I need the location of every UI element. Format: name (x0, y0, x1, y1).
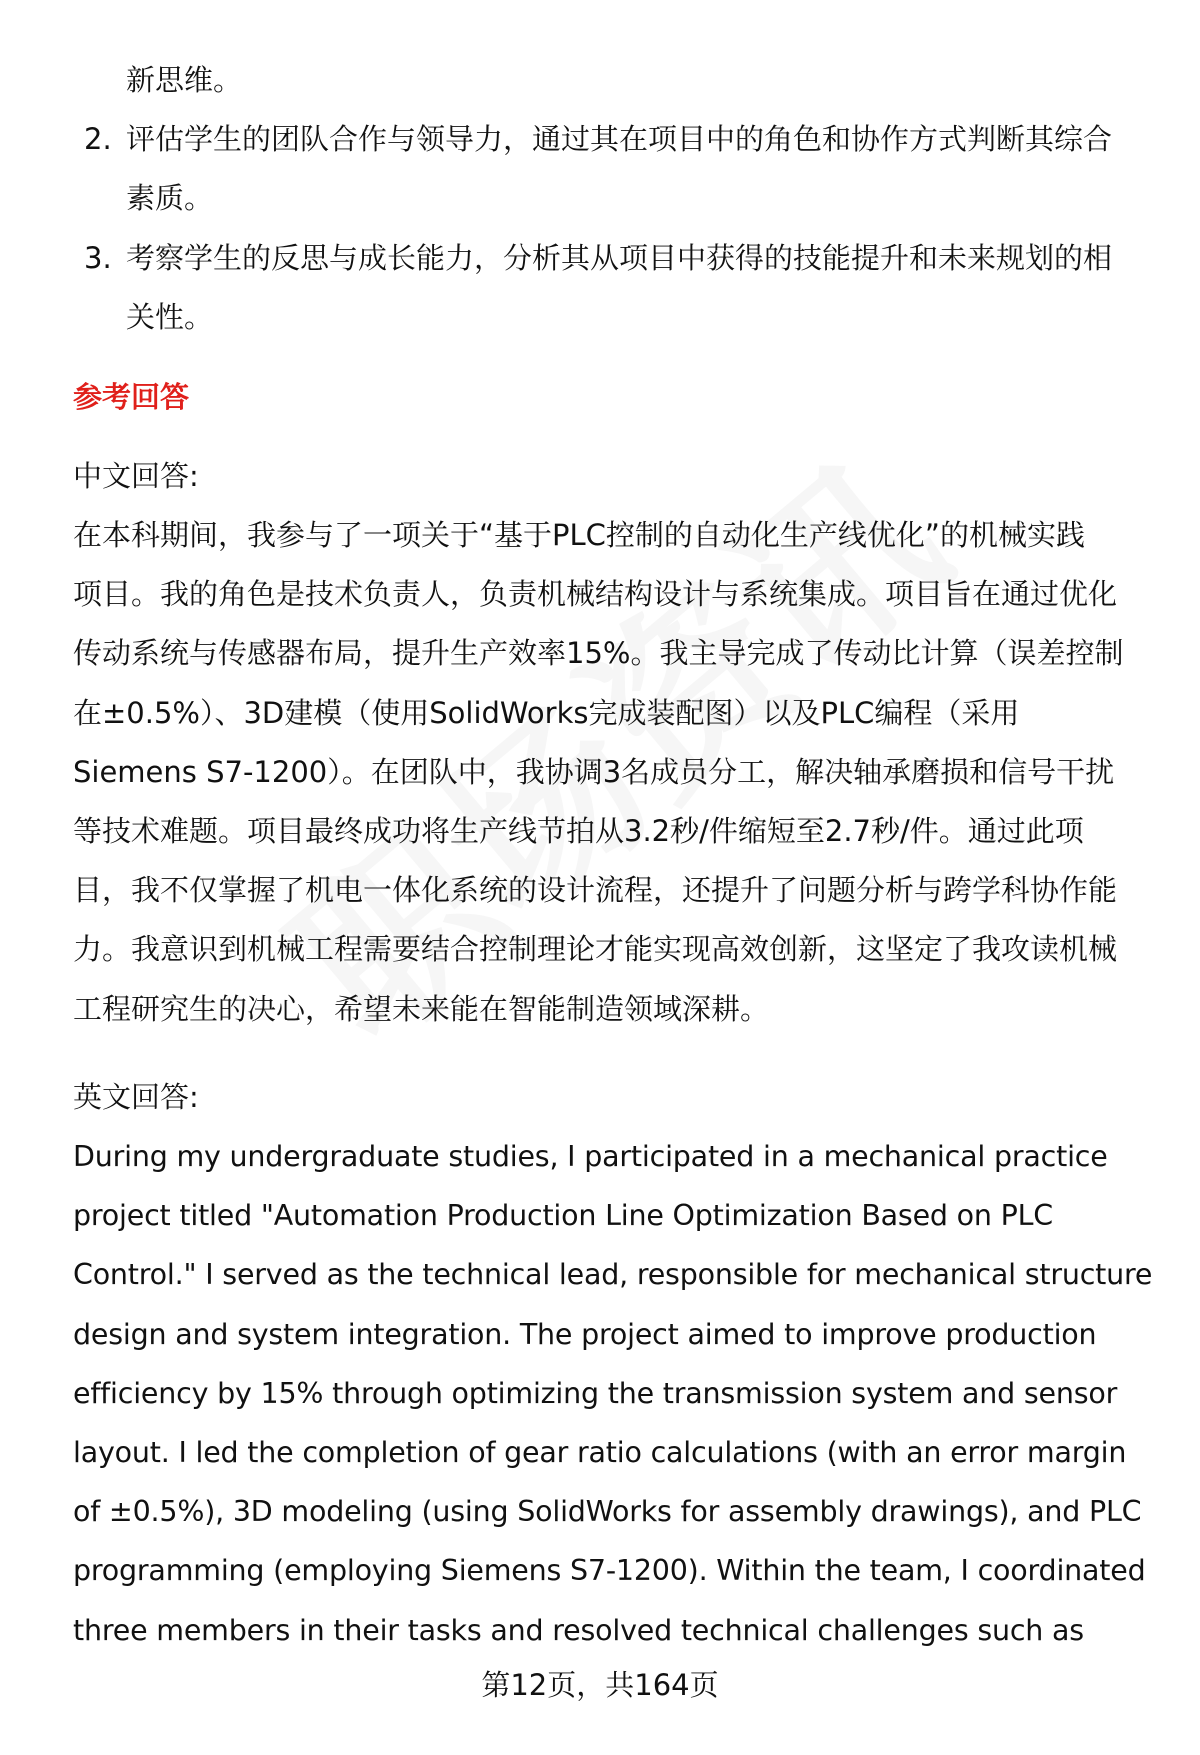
list-item-line: 新思维。 (126, 63, 243, 97)
section-heading: 参考回答 (73, 380, 190, 414)
english-answer-label: 英文回答: (73, 1080, 199, 1114)
english-answer-line: During my undergraduate studies, I participated in a mechanical practice (73, 1140, 1108, 1173)
chinese-answer-line: 传动系统与传感器布局，提升生产效率15%。我主导完成了传动比计算（误差控制 (73, 636, 1124, 671)
english-answer-line: efficiency by 15% through optimizing the transmission system and sensor (73, 1376, 1118, 1410)
list-number: 2. (84, 122, 112, 157)
list-item-line: 关性。 (126, 299, 214, 334)
list-item-line: 评估学生的团队合作与领导力，通过其在项目中的角色和协作方式判断其综合 (126, 122, 1113, 157)
list-item-line: 素质。 (126, 181, 214, 216)
chinese-answer-line: 力。我意识到机械工程需要结合控制理论才能实现高效创新，这坚定了我攻读机械 (73, 932, 1118, 967)
chinese-answer-line: 工程研究生的决心，希望未来能在智能制造领域深耕。 (73, 991, 770, 1026)
english-answer-line: of ±0.5%), 3D modeling (using SolidWorks for assembly drawings), and PLC (73, 1495, 1142, 1529)
english-answer-line: layout. I led the completion of gear ratio calculations (with an error margin (73, 1436, 1127, 1469)
list-number: 3. (84, 240, 112, 275)
english-answer-line: project titled "Automation Production Line Optimization Based on PLC (73, 1199, 1053, 1233)
chinese-answer-line: 项目。我的角色是技术负责人，负责机械结构设计与系统集成。项目旨在通过优化 (73, 577, 1118, 612)
chinese-answer-line: Siemens S7-1200）。在团队中，我协调3名成员分工，解决轴承磨损和信号干扰 (73, 754, 1115, 789)
chinese-answer-line: 目，我不仅掌握了机电一体化系统的设计流程，还提升了问题分析与跨学科协作能 (73, 873, 1118, 908)
chinese-answer-line: 在本科期间，我参与了一项关于“基于PLC控制的自动化生产线优化”的机械实践 (73, 518, 1085, 552)
chinese-answer-label: 中文回答: (73, 459, 199, 493)
chinese-answer-line: 等技术难题。项目最终成功将生产线节拍从3.2秒/件缩短至2.7秒/件。通过此项 (73, 814, 1084, 848)
english-answer-line: three members in their tasks and resolved technical challenges such as (73, 1613, 1084, 1647)
page-footer: 第12页，共164页 (481, 1668, 719, 1702)
english-answer-line: programming (employing Siemens S7-1200). Within the team, I coordinated (73, 1554, 1146, 1588)
english-answer-line: Control." I served as the technical lead, responsible for mechanical structure (73, 1258, 1153, 1292)
chinese-answer-line: 在±0.5%）、3D建模（使用SolidWorks完成装配图）以及PLC编程（采用 (73, 695, 1020, 730)
english-answer-line: design and system integration. The project aimed to improve production (73, 1317, 1097, 1351)
list-item-line: 考察学生的反思与成长能力，分析其从项目中获得的技能提升和未来规划的相 (126, 240, 1113, 275)
